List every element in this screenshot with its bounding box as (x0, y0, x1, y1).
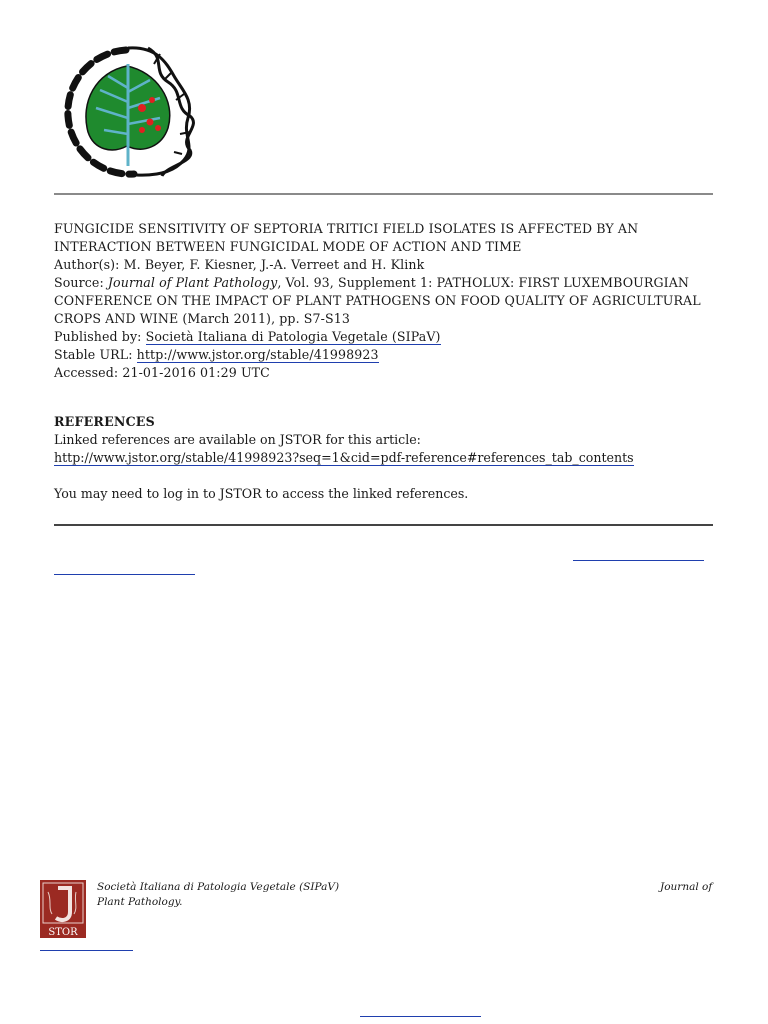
publisher-link[interactable]: Società Italiana di Patologia Vegetale (SIPaV) (145, 329, 441, 344)
publisher-label: Published by: (54, 329, 142, 344)
stable-url-line (54, 346, 724, 364)
authors-line (54, 256, 724, 274)
article-metadata (54, 220, 724, 382)
references-heading: REFERENCES (54, 414, 155, 429)
hidden-link-4[interactable] (360, 1016, 481, 1017)
article-title-line-2: INTERACTION BETWEEN FUNGICIDAL MODE OF ACTION AND TIME (54, 239, 522, 254)
hidden-link-2[interactable] (54, 574, 195, 575)
top-divider (54, 193, 713, 195)
stable-url-label: Stable URL: (54, 347, 133, 362)
source-details: , Vol. 93, Supplement 1: PATHOLUX: FIRST LUXEMBOURGIAN (277, 275, 690, 290)
authors-label: Author(s): (54, 257, 120, 272)
authors-value: M. Beyer, F. Kiesner, J.-A. Verreet and H. Klink (123, 257, 425, 272)
accessed-line: Accessed: 21-01-2016 01:29 UTC (54, 365, 270, 380)
footer-text (97, 880, 339, 910)
journal-name: Journal of Plant Pathology (107, 275, 278, 290)
hidden-link-3[interactable] (40, 950, 133, 951)
journal-logo (56, 42, 201, 182)
source-label: Source: (54, 275, 104, 290)
article-title-line-1: FUNGICIDE SENSITIVITY OF SEPTORIA TRITICI FIELD ISOLATES IS AFFECTED BY AN (54, 221, 639, 236)
stable-url-link[interactable]: http://www.jstor.org/stable/41998923 (136, 347, 379, 362)
references-text: Linked references are available on JSTOR for this article: (54, 432, 421, 447)
source-line-2: CONFERENCE ON THE IMPACT OF PLANT PATHOGENS ON FOOD QUALITY OF AGRICULTURAL (54, 293, 701, 308)
source-line-3: CROPS AND WINE (March 2011), pp. S7-S13 (54, 311, 350, 326)
footer-publisher: Società Italiana di Patologia Vegetale (SIPaV) (97, 881, 340, 893)
references-section (54, 413, 724, 467)
jstor-logo-text: STOR (48, 927, 78, 938)
footer-journal-suffix: Plant Pathology. (97, 896, 183, 908)
middle-divider (54, 524, 713, 526)
source-line (54, 274, 724, 292)
login-note: You may need to log in to JSTOR to access the linked references. (54, 486, 469, 501)
hidden-link-1[interactable] (573, 560, 704, 561)
publisher-line (54, 328, 724, 346)
jstor-logo[interactable] (40, 880, 86, 938)
footer-journal-prefix: Journal of (660, 881, 713, 893)
references-link[interactable]: http://www.jstor.org/stable/41998923?seq=1&cid=pdf-reference#references_tab_contents (54, 450, 634, 465)
